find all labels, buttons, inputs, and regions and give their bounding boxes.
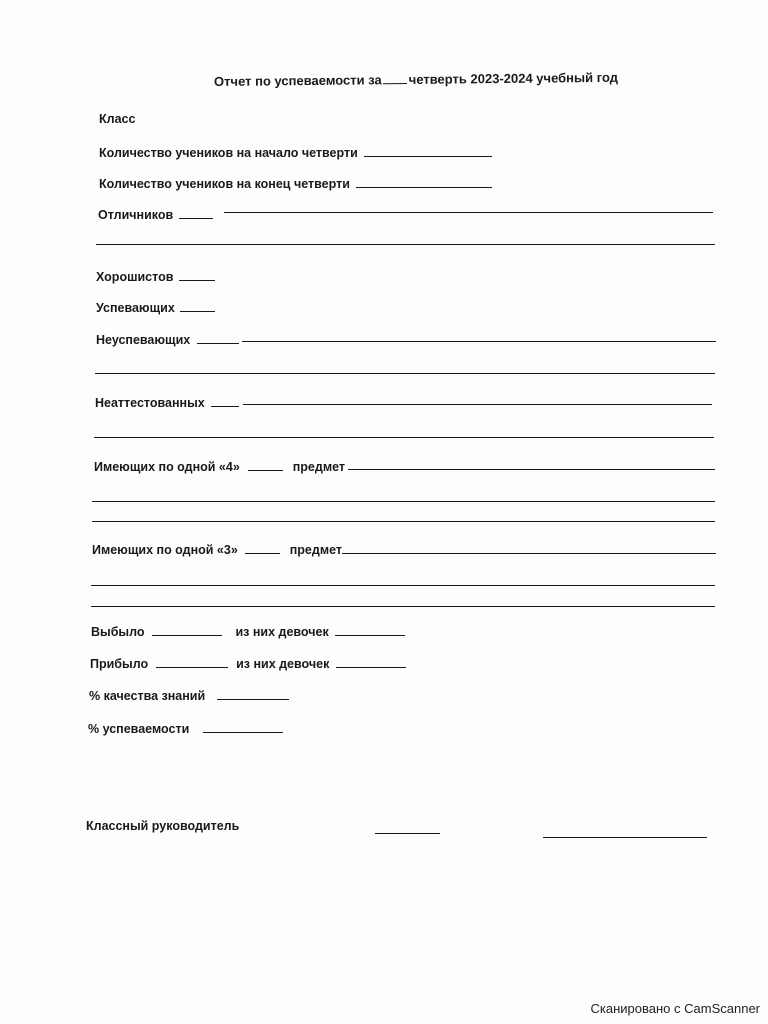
students-end-blank xyxy=(356,176,492,188)
failing-names-line xyxy=(242,341,716,342)
left-count-blank xyxy=(152,624,222,636)
one-three-subject-label: предмет xyxy=(289,543,342,557)
class-teacher-label: Классный руководитель xyxy=(86,819,240,833)
passing-label: Успевающих xyxy=(96,301,175,315)
unattested-names-line xyxy=(243,404,712,405)
good-label: Хорошистов xyxy=(96,270,174,284)
quarter-blank xyxy=(383,72,407,84)
left-row xyxy=(91,624,405,639)
progress-blank xyxy=(203,721,283,733)
students-start-blank xyxy=(364,145,492,157)
good-row xyxy=(96,269,215,284)
one-three-subject-line xyxy=(342,553,716,554)
arrived-girls-blank xyxy=(336,656,406,668)
unattested-names-line-2 xyxy=(94,437,714,438)
left-label: Выбыло xyxy=(91,625,145,639)
class-teacher-row xyxy=(86,819,239,833)
class-label: Класс xyxy=(99,112,136,126)
unattested-row xyxy=(95,395,239,410)
failing-count-blank xyxy=(197,332,239,344)
class-row xyxy=(99,112,135,126)
signature-line xyxy=(375,833,440,834)
quality-blank xyxy=(217,688,289,700)
failing-names-line-2 xyxy=(95,373,715,374)
one-four-line-3 xyxy=(92,521,715,522)
one-three-line-3 xyxy=(91,606,715,607)
progress-label: % успеваемости xyxy=(88,722,190,736)
arrived-row xyxy=(90,656,406,671)
one-four-subject-label: предмет xyxy=(292,460,345,474)
passing-count-blank xyxy=(180,300,215,312)
students-end-row xyxy=(99,176,492,191)
passing-row xyxy=(96,300,215,315)
excellent-names-line xyxy=(224,212,713,213)
one-four-row xyxy=(94,459,345,474)
students-start-label: Количество учеников на начало четверти xyxy=(99,146,358,160)
excellent-names-line-2 xyxy=(96,244,715,245)
excellent-label: Отличников xyxy=(98,208,174,222)
one-three-count-blank xyxy=(245,542,280,554)
one-four-label: Имеющих по одной «4» xyxy=(94,460,240,474)
left-girls-blank xyxy=(335,624,405,636)
failing-row xyxy=(96,332,239,347)
progress-row xyxy=(88,721,283,736)
unattested-count-blank xyxy=(211,395,239,407)
report-title-part2: четверть 2023-2024 учебный год xyxy=(408,69,619,87)
report-title-part1: Отчет по успеваемости за xyxy=(213,72,382,89)
one-three-label: Имеющих по одной «3» xyxy=(92,543,238,557)
arrived-count-blank xyxy=(156,656,228,668)
report-title xyxy=(214,70,618,89)
excellent-count-blank xyxy=(179,207,213,219)
left-girls-label: из них девочек xyxy=(235,625,329,639)
excellent-row xyxy=(98,207,213,222)
one-three-row xyxy=(92,542,342,557)
students-start-row xyxy=(99,145,492,160)
one-four-subject-line xyxy=(348,469,715,470)
one-four-count-blank xyxy=(248,459,283,471)
quality-row xyxy=(89,688,289,703)
good-count-blank xyxy=(179,269,215,281)
quality-label: % качества знаний xyxy=(89,689,206,703)
camscanner-watermark: Сканировано с CamScanner xyxy=(590,1001,760,1016)
name-line xyxy=(543,837,707,838)
arrived-label: Прибыло xyxy=(90,657,149,671)
one-three-line-2 xyxy=(91,585,715,586)
arrived-girls-label: из них девочек xyxy=(236,657,330,671)
students-end-label: Количество учеников на конец четверти xyxy=(99,177,350,191)
unattested-label: Неаттестованных xyxy=(95,396,205,410)
one-four-line-2 xyxy=(92,501,715,502)
failing-label: Неуспевающих xyxy=(96,333,191,347)
